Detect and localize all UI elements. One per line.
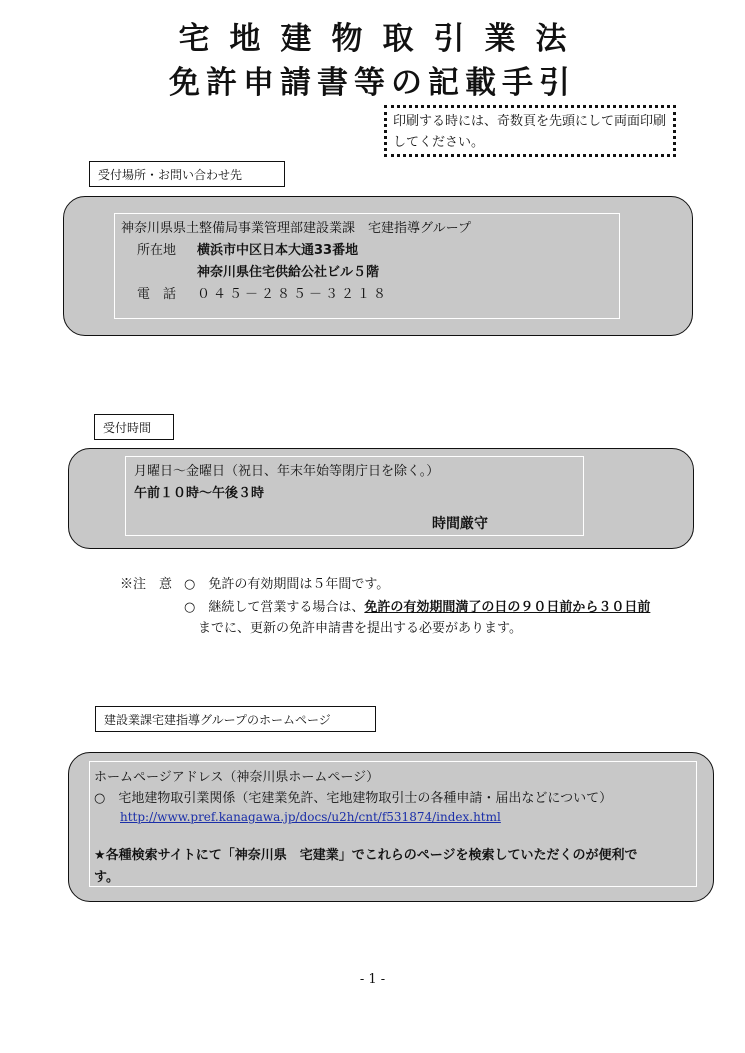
homepage-panel <box>68 752 714 902</box>
homepage-address-title: ホームページアドレス（神奈川県ホームページ） <box>94 770 380 785</box>
caution-item2-suffix: までに、更新の免許申請書を提出する必要があります。 <box>198 621 522 636</box>
caution-item1: ○ 免許の有効期間は５年間です。 <box>184 577 390 592</box>
address-line2: 神奈川県住宅供給公社ビル５階 <box>197 265 380 280</box>
caution-item2-prefix: ○ 継続して営業する場合は、 <box>184 600 365 615</box>
hours-strict: 時間厳守 <box>432 516 488 532</box>
document-title-line2: 免許申請書等の記載手引 <box>169 65 576 101</box>
contact-inner-box <box>114 213 620 319</box>
address-label: 所在地 <box>137 243 177 258</box>
page-number: - 1 - <box>359 972 386 987</box>
caution-item2-underline: 免許の有効期間満了の日の９０日前から３０日前 <box>364 600 651 615</box>
homepage-inner-box <box>89 761 697 887</box>
homepage-url-link[interactable]: http://www.pref.kanagawa.jp/docs/u2h/cnt/f531874/index.html <box>120 810 501 824</box>
caution-label: ※注 意 <box>120 577 173 592</box>
phone-label: 電 話 <box>137 287 177 302</box>
homepage-label: 建設業課宅建指導グループのホームページ <box>95 706 376 732</box>
address-line1: 横浜市中区日本大通33番地 <box>197 243 359 258</box>
hours-inner-box <box>125 456 584 536</box>
contact-office: 神奈川県県土整備局事業管理部建設業課 宅建指導グループ <box>121 221 471 236</box>
phone-number: ０４５－２８５－３２１８ <box>197 287 390 302</box>
hours-panel <box>68 448 694 549</box>
homepage-item: ○ 宅地建物取引業関係（宅建業免許、宅地建物取引士の各種申請・届出などについて） <box>94 791 613 806</box>
document-title-line1: 宅地建物取引業法 <box>178 21 587 57</box>
print-note: 印刷する時には、奇数頁を先頭にして両面印刷してください。 <box>384 105 676 157</box>
hours-days: 月曜日～金曜日（祝日、年末年始等閉庁日を除く。） <box>134 464 440 479</box>
contact-label: 受付場所・お問い合わせ先 <box>89 161 285 187</box>
hours-label: 受付時間 <box>94 414 174 440</box>
homepage-tip-line2: す。 <box>94 870 119 885</box>
homepage-tip-line1: ★各種検索サイトにて「神奈川県 宅建業」でこれらのページを検索していただくのが便利で <box>94 848 638 863</box>
hours-time: 午前１０時～午後３時 <box>134 486 265 501</box>
contact-panel <box>63 196 693 336</box>
caution-item2 <box>184 596 650 615</box>
